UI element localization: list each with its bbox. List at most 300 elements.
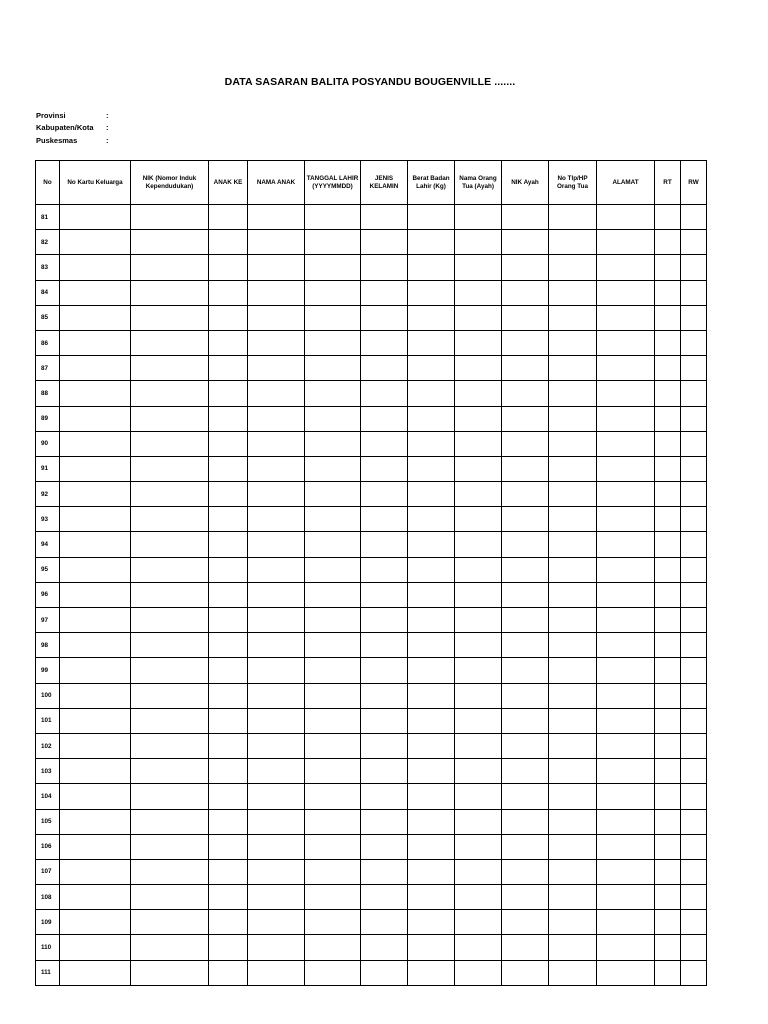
table-cell[interactable] <box>655 356 681 381</box>
table-cell[interactable] <box>60 910 131 935</box>
table-cell[interactable] <box>60 809 131 834</box>
table-cell[interactable] <box>209 608 248 633</box>
table-cell[interactable] <box>305 431 361 456</box>
table-cell[interactable] <box>248 456 305 481</box>
table-cell[interactable] <box>361 381 408 406</box>
table-cell[interactable] <box>361 809 408 834</box>
table-cell[interactable] <box>209 935 248 960</box>
table-cell[interactable] <box>248 381 305 406</box>
table-cell[interactable] <box>549 683 597 708</box>
table-cell[interactable] <box>655 658 681 683</box>
table-cell[interactable] <box>408 885 455 910</box>
table-cell[interactable] <box>681 733 707 758</box>
table-cell[interactable] <box>681 608 707 633</box>
table-cell[interactable] <box>131 683 209 708</box>
table-cell[interactable] <box>655 330 681 355</box>
table-cell[interactable] <box>502 885 549 910</box>
table-cell[interactable] <box>248 809 305 834</box>
table-cell[interactable] <box>305 406 361 431</box>
table-cell[interactable] <box>455 280 502 305</box>
table-cell[interactable] <box>655 935 681 960</box>
table-cell[interactable] <box>209 960 248 985</box>
table-cell[interactable] <box>681 330 707 355</box>
table-cell[interactable] <box>502 456 549 481</box>
table-cell[interactable] <box>502 532 549 557</box>
table-cell[interactable] <box>305 305 361 330</box>
table-cell[interactable] <box>305 633 361 658</box>
table-cell[interactable] <box>248 608 305 633</box>
table-cell[interactable] <box>305 885 361 910</box>
table-cell[interactable] <box>455 708 502 733</box>
table-cell[interactable] <box>131 910 209 935</box>
table-cell[interactable] <box>131 859 209 884</box>
table-cell[interactable] <box>597 356 655 381</box>
table-cell[interactable] <box>209 834 248 859</box>
table-cell[interactable] <box>248 406 305 431</box>
table-cell[interactable] <box>455 809 502 834</box>
table-cell[interactable] <box>361 406 408 431</box>
table-cell[interactable] <box>209 683 248 708</box>
table-cell[interactable] <box>408 935 455 960</box>
table-cell[interactable] <box>131 230 209 255</box>
table-cell[interactable] <box>248 305 305 330</box>
table-cell[interactable] <box>681 582 707 607</box>
table-cell[interactable] <box>361 759 408 784</box>
table-cell[interactable] <box>549 431 597 456</box>
table-cell[interactable] <box>305 205 361 230</box>
table-cell[interactable] <box>502 205 549 230</box>
table-cell[interactable] <box>455 885 502 910</box>
table-cell[interactable] <box>131 456 209 481</box>
table-cell[interactable] <box>549 532 597 557</box>
table-cell[interactable] <box>597 532 655 557</box>
table-cell[interactable] <box>502 910 549 935</box>
table-cell[interactable] <box>655 456 681 481</box>
table-cell[interactable] <box>597 305 655 330</box>
table-cell[interactable] <box>549 557 597 582</box>
table-cell[interactable] <box>60 205 131 230</box>
table-cell[interactable] <box>681 381 707 406</box>
table-cell[interactable] <box>655 431 681 456</box>
table-cell[interactable] <box>248 683 305 708</box>
table-cell[interactable] <box>502 859 549 884</box>
table-cell[interactable] <box>408 784 455 809</box>
table-cell[interactable] <box>305 456 361 481</box>
table-cell[interactable] <box>209 205 248 230</box>
table-cell[interactable] <box>408 608 455 633</box>
table-cell[interactable] <box>597 330 655 355</box>
table-cell[interactable] <box>502 230 549 255</box>
table-cell[interactable] <box>549 910 597 935</box>
table-cell[interactable] <box>131 733 209 758</box>
table-cell[interactable] <box>455 784 502 809</box>
table-cell[interactable] <box>305 708 361 733</box>
table-cell[interactable] <box>131 658 209 683</box>
table-cell[interactable] <box>60 230 131 255</box>
table-cell[interactable] <box>131 809 209 834</box>
table-cell[interactable] <box>597 381 655 406</box>
table-cell[interactable] <box>131 608 209 633</box>
table-cell[interactable] <box>549 205 597 230</box>
table-cell[interactable] <box>209 859 248 884</box>
table-cell[interactable] <box>248 885 305 910</box>
table-cell[interactable] <box>248 859 305 884</box>
table-cell[interactable] <box>209 255 248 280</box>
table-cell[interactable] <box>305 255 361 280</box>
table-cell[interactable] <box>361 255 408 280</box>
table-cell[interactable] <box>361 960 408 985</box>
table-cell[interactable] <box>209 456 248 481</box>
table-cell[interactable] <box>209 280 248 305</box>
table-cell[interactable] <box>681 305 707 330</box>
table-cell[interactable] <box>597 960 655 985</box>
table-cell[interactable] <box>502 406 549 431</box>
table-cell[interactable] <box>681 658 707 683</box>
table-cell[interactable] <box>131 633 209 658</box>
table-cell[interactable] <box>408 859 455 884</box>
table-cell[interactable] <box>248 708 305 733</box>
table-cell[interactable] <box>361 482 408 507</box>
table-cell[interactable] <box>455 381 502 406</box>
table-cell[interactable] <box>305 935 361 960</box>
table-cell[interactable] <box>655 859 681 884</box>
table-cell[interactable] <box>455 759 502 784</box>
table-cell[interactable] <box>131 759 209 784</box>
table-cell[interactable] <box>597 482 655 507</box>
table-cell[interactable] <box>597 255 655 280</box>
table-cell[interactable] <box>60 708 131 733</box>
table-cell[interactable] <box>248 960 305 985</box>
table-cell[interactable] <box>305 683 361 708</box>
table-cell[interactable] <box>131 834 209 859</box>
table-cell[interactable] <box>408 406 455 431</box>
table-cell[interactable] <box>131 582 209 607</box>
table-cell[interactable] <box>209 406 248 431</box>
table-cell[interactable] <box>502 507 549 532</box>
table-cell[interactable] <box>408 683 455 708</box>
table-cell[interactable] <box>681 633 707 658</box>
table-cell[interactable] <box>655 305 681 330</box>
table-cell[interactable] <box>60 885 131 910</box>
table-cell[interactable] <box>361 305 408 330</box>
table-cell[interactable] <box>597 608 655 633</box>
table-cell[interactable] <box>597 834 655 859</box>
table-cell[interactable] <box>361 532 408 557</box>
table-cell[interactable] <box>502 305 549 330</box>
table-cell[interactable] <box>455 633 502 658</box>
table-cell[interactable] <box>549 406 597 431</box>
table-cell[interactable] <box>305 859 361 884</box>
table-cell[interactable] <box>502 834 549 859</box>
table-cell[interactable] <box>305 784 361 809</box>
table-cell[interactable] <box>655 280 681 305</box>
table-cell[interactable] <box>655 885 681 910</box>
table-cell[interactable] <box>408 809 455 834</box>
table-cell[interactable] <box>597 859 655 884</box>
table-cell[interactable] <box>681 532 707 557</box>
table-cell[interactable] <box>408 708 455 733</box>
table-cell[interactable] <box>361 784 408 809</box>
table-cell[interactable] <box>248 230 305 255</box>
table-cell[interactable] <box>248 582 305 607</box>
table-cell[interactable] <box>60 557 131 582</box>
table-cell[interactable] <box>305 910 361 935</box>
table-cell[interactable] <box>248 633 305 658</box>
table-cell[interactable] <box>549 708 597 733</box>
table-cell[interactable] <box>502 608 549 633</box>
table-cell[interactable] <box>455 482 502 507</box>
table-cell[interactable] <box>455 557 502 582</box>
table-cell[interactable] <box>655 482 681 507</box>
table-cell[interactable] <box>361 910 408 935</box>
table-cell[interactable] <box>60 255 131 280</box>
table-cell[interactable] <box>248 834 305 859</box>
table-cell[interactable] <box>549 255 597 280</box>
table-cell[interactable] <box>681 406 707 431</box>
table-cell[interactable] <box>681 431 707 456</box>
table-cell[interactable] <box>597 910 655 935</box>
table-cell[interactable] <box>455 532 502 557</box>
table-cell[interactable] <box>209 482 248 507</box>
table-cell[interactable] <box>655 733 681 758</box>
table-cell[interactable] <box>209 305 248 330</box>
table-cell[interactable] <box>549 305 597 330</box>
table-cell[interactable] <box>248 935 305 960</box>
table-cell[interactable] <box>549 280 597 305</box>
table-cell[interactable] <box>549 733 597 758</box>
table-cell[interactable] <box>131 784 209 809</box>
table-cell[interactable] <box>455 683 502 708</box>
table-cell[interactable] <box>209 381 248 406</box>
table-cell[interactable] <box>655 230 681 255</box>
table-cell[interactable] <box>305 356 361 381</box>
table-cell[interactable] <box>305 834 361 859</box>
table-cell[interactable] <box>209 230 248 255</box>
table-cell[interactable] <box>305 809 361 834</box>
table-cell[interactable] <box>655 683 681 708</box>
table-cell[interactable] <box>502 784 549 809</box>
table-cell[interactable] <box>131 255 209 280</box>
table-cell[interactable] <box>455 935 502 960</box>
table-cell[interactable] <box>597 456 655 481</box>
table-cell[interactable] <box>549 834 597 859</box>
table-cell[interactable] <box>60 507 131 532</box>
table-cell[interactable] <box>408 280 455 305</box>
table-cell[interactable] <box>455 406 502 431</box>
table-cell[interactable] <box>248 557 305 582</box>
table-cell[interactable] <box>655 557 681 582</box>
table-cell[interactable] <box>502 935 549 960</box>
table-cell[interactable] <box>408 557 455 582</box>
table-cell[interactable] <box>248 280 305 305</box>
table-cell[interactable] <box>597 280 655 305</box>
table-cell[interactable] <box>305 381 361 406</box>
table-cell[interactable] <box>305 482 361 507</box>
table-cell[interactable] <box>455 859 502 884</box>
table-cell[interactable] <box>60 456 131 481</box>
table-cell[interactable] <box>60 633 131 658</box>
table-cell[interactable] <box>455 608 502 633</box>
table-cell[interactable] <box>655 255 681 280</box>
table-cell[interactable] <box>655 708 681 733</box>
table-cell[interactable] <box>131 885 209 910</box>
table-cell[interactable] <box>549 608 597 633</box>
table-cell[interactable] <box>131 305 209 330</box>
table-cell[interactable] <box>681 356 707 381</box>
table-cell[interactable] <box>209 885 248 910</box>
table-cell[interactable] <box>681 708 707 733</box>
table-cell[interactable] <box>549 230 597 255</box>
table-cell[interactable] <box>209 431 248 456</box>
table-cell[interactable] <box>131 507 209 532</box>
table-cell[interactable] <box>502 255 549 280</box>
table-cell[interactable] <box>248 759 305 784</box>
table-cell[interactable] <box>248 507 305 532</box>
table-cell[interactable] <box>655 960 681 985</box>
table-cell[interactable] <box>361 330 408 355</box>
table-cell[interactable] <box>549 330 597 355</box>
table-cell[interactable] <box>305 330 361 355</box>
table-cell[interactable] <box>655 633 681 658</box>
table-cell[interactable] <box>248 205 305 230</box>
table-cell[interactable] <box>655 582 681 607</box>
table-cell[interactable] <box>655 834 681 859</box>
table-cell[interactable] <box>209 809 248 834</box>
table-cell[interactable] <box>549 960 597 985</box>
table-cell[interactable] <box>408 431 455 456</box>
table-cell[interactable] <box>455 255 502 280</box>
table-cell[interactable] <box>408 759 455 784</box>
table-cell[interactable] <box>455 582 502 607</box>
table-cell[interactable] <box>455 431 502 456</box>
table-cell[interactable] <box>60 330 131 355</box>
table-cell[interactable] <box>502 280 549 305</box>
table-cell[interactable] <box>209 784 248 809</box>
table-cell[interactable] <box>408 910 455 935</box>
table-cell[interactable] <box>60 658 131 683</box>
table-cell[interactable] <box>131 708 209 733</box>
table-cell[interactable] <box>597 406 655 431</box>
table-cell[interactable] <box>502 708 549 733</box>
table-cell[interactable] <box>60 733 131 758</box>
table-cell[interactable] <box>408 356 455 381</box>
table-cell[interactable] <box>408 834 455 859</box>
table-cell[interactable] <box>60 431 131 456</box>
table-cell[interactable] <box>455 330 502 355</box>
table-cell[interactable] <box>408 960 455 985</box>
table-cell[interactable] <box>455 733 502 758</box>
table-cell[interactable] <box>60 834 131 859</box>
table-cell[interactable] <box>408 633 455 658</box>
table-cell[interactable] <box>248 658 305 683</box>
table-cell[interactable] <box>408 532 455 557</box>
table-cell[interactable] <box>60 582 131 607</box>
table-cell[interactable] <box>60 482 131 507</box>
table-cell[interactable] <box>60 356 131 381</box>
table-cell[interactable] <box>502 658 549 683</box>
table-cell[interactable] <box>597 557 655 582</box>
table-cell[interactable] <box>549 935 597 960</box>
table-cell[interactable] <box>60 759 131 784</box>
table-cell[interactable] <box>408 456 455 481</box>
table-cell[interactable] <box>60 381 131 406</box>
table-cell[interactable] <box>549 809 597 834</box>
table-cell[interactable] <box>549 507 597 532</box>
table-cell[interactable] <box>305 230 361 255</box>
table-cell[interactable] <box>361 205 408 230</box>
table-cell[interactable] <box>209 532 248 557</box>
table-cell[interactable] <box>131 431 209 456</box>
table-cell[interactable] <box>597 683 655 708</box>
table-cell[interactable] <box>502 557 549 582</box>
table-cell[interactable] <box>681 834 707 859</box>
table-cell[interactable] <box>131 205 209 230</box>
table-cell[interactable] <box>597 733 655 758</box>
table-cell[interactable] <box>60 859 131 884</box>
table-cell[interactable] <box>549 456 597 481</box>
table-cell[interactable] <box>408 230 455 255</box>
table-cell[interactable] <box>361 557 408 582</box>
table-cell[interactable] <box>361 230 408 255</box>
table-cell[interactable] <box>681 205 707 230</box>
table-cell[interactable] <box>681 859 707 884</box>
table-cell[interactable] <box>305 582 361 607</box>
table-cell[interactable] <box>597 230 655 255</box>
table-cell[interactable] <box>655 532 681 557</box>
table-cell[interactable] <box>597 658 655 683</box>
table-cell[interactable] <box>60 935 131 960</box>
table-cell[interactable] <box>408 255 455 280</box>
table-cell[interactable] <box>361 633 408 658</box>
table-cell[interactable] <box>408 381 455 406</box>
table-cell[interactable] <box>131 330 209 355</box>
table-cell[interactable] <box>361 280 408 305</box>
table-cell[interactable] <box>248 532 305 557</box>
table-cell[interactable] <box>361 658 408 683</box>
table-cell[interactable] <box>502 683 549 708</box>
table-cell[interactable] <box>455 456 502 481</box>
table-cell[interactable] <box>655 784 681 809</box>
table-cell[interactable] <box>597 885 655 910</box>
table-cell[interactable] <box>597 633 655 658</box>
table-cell[interactable] <box>655 205 681 230</box>
table-cell[interactable] <box>131 280 209 305</box>
table-cell[interactable] <box>502 759 549 784</box>
table-cell[interactable] <box>131 935 209 960</box>
table-cell[interactable] <box>60 305 131 330</box>
table-cell[interactable] <box>681 230 707 255</box>
table-cell[interactable] <box>408 482 455 507</box>
table-cell[interactable] <box>131 482 209 507</box>
table-cell[interactable] <box>60 784 131 809</box>
table-cell[interactable] <box>502 356 549 381</box>
table-cell[interactable] <box>455 356 502 381</box>
table-cell[interactable] <box>248 356 305 381</box>
table-cell[interactable] <box>305 608 361 633</box>
table-cell[interactable] <box>209 356 248 381</box>
table-cell[interactable] <box>305 960 361 985</box>
table-cell[interactable] <box>248 431 305 456</box>
table-cell[interactable] <box>681 784 707 809</box>
table-cell[interactable] <box>681 280 707 305</box>
table-cell[interactable] <box>502 582 549 607</box>
table-cell[interactable] <box>502 960 549 985</box>
table-cell[interactable] <box>305 557 361 582</box>
table-cell[interactable] <box>361 608 408 633</box>
table-cell[interactable] <box>209 582 248 607</box>
table-cell[interactable] <box>597 582 655 607</box>
table-cell[interactable] <box>597 784 655 809</box>
